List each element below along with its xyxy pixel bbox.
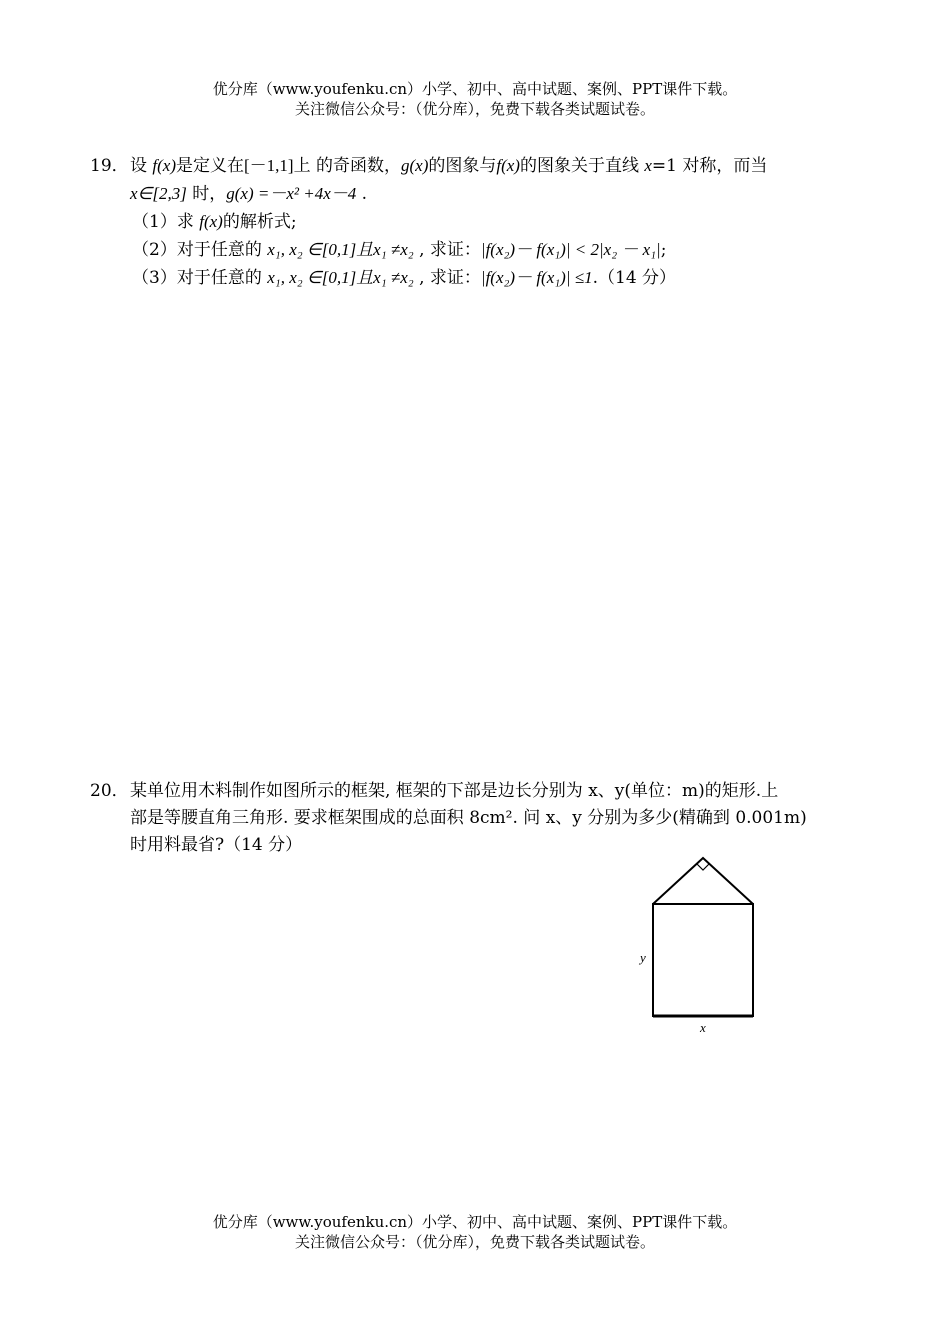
question-19: [90, 152, 865, 292]
q19-p2-text: , 求证：: [413, 240, 481, 260]
page-header: [0, 79, 950, 119]
q19-text: 设: [130, 156, 153, 176]
q20-text-3: 时用料最省?（14 分）: [130, 835, 303, 855]
q19-text: 的图象与: [428, 156, 497, 176]
q19-p2-text: ;: [660, 240, 667, 260]
q19-gx: g(x): [400, 156, 429, 175]
q19-text: =1 对称，而当: [651, 156, 768, 176]
q19-p3-text: （3）对于任意的: [132, 268, 268, 288]
question-20: [90, 778, 865, 859]
frame-figure: [632, 850, 772, 1040]
q19-line-2: [90, 180, 865, 208]
q19-p2-inequality: |f(x₂)－ f(x₁)| < 2|x₂ － x₁|: [480, 240, 661, 259]
q20-number: 20．: [90, 781, 129, 801]
q19-p3-inequality: |f(x₂)－ f(x₁)| ≤1: [480, 268, 593, 287]
right-angle-marker: [697, 864, 709, 870]
q19-text: 时，: [186, 184, 227, 204]
page-footer: [0, 1212, 950, 1252]
q19-text: .: [356, 184, 368, 204]
q19-p1-text: （1）求: [132, 212, 200, 232]
q19-p3-text: .（14 分）: [592, 268, 677, 288]
q19-interval: [－1,1]: [244, 156, 294, 175]
footer-line-2: 关注微信公众号：（优分库），免费下载各类试题试卷。: [294, 1233, 655, 1251]
q20-text-2: 部是等腰直角三角形. 要求框架围成的总面积 8cm². 问 x、y 分别为多少(精确到 0.001m): [130, 808, 807, 828]
q19-p1-text: 的解析式;: [222, 212, 297, 232]
q20-text-1: 某单位用木料制作如图所示的框架, 框架的下部是边长分别为 x、y(单位：m)的矩形.上: [130, 781, 779, 801]
q20-line-2: [90, 805, 865, 832]
roof-triangle: [653, 858, 753, 904]
q20-line-1: [90, 778, 865, 805]
q19-p1-fx: f(x): [199, 212, 223, 231]
q19-text: 上 的奇函数，: [293, 156, 401, 176]
footer-line-1: 优分库（www.youfenku.cn）小学、初中、高中试题、案例、PPT课件下载。: [212, 1213, 738, 1231]
q19-number: 19．: [90, 156, 129, 176]
q19-part-3: [90, 264, 865, 292]
header-line-2: 关注微信公众号：（优分库），免费下载各类试题试卷。: [294, 100, 655, 118]
q19-fx: f(x): [152, 156, 176, 175]
header-line-1: 优分库（www.youfenku.cn）小学、初中、高中试题、案例、PPT课件下载。: [212, 80, 738, 98]
label-y: y: [640, 950, 646, 965]
frame-diagram: [632, 850, 772, 1040]
q19-p2-condition: x₁, x₂ ∈[0,1]且x₁ ≠x₂: [267, 240, 414, 259]
q19-part-2: [90, 236, 865, 264]
q19-part-1: [90, 208, 865, 236]
q19-line-1: [90, 152, 865, 180]
q19-g-formula: g(x) =－x² +4x－4: [226, 184, 357, 203]
q19-line-x: x: [644, 156, 652, 175]
q19-p3-text: , 求证：: [413, 268, 481, 288]
q19-fx: f(x): [496, 156, 520, 175]
q19-p3-condition: x₁, x₂ ∈[0,1]且x₁ ≠x₂: [267, 268, 414, 287]
q19-condition: x∈[2,3]: [130, 184, 187, 203]
q19-text: 的图象关于直线: [519, 156, 645, 176]
q19-p2-text: （2）对于任意的: [132, 240, 268, 260]
frame-rectangle: [653, 904, 753, 1016]
q19-text: 是定义在: [176, 156, 244, 176]
label-x: x: [700, 1020, 706, 1035]
